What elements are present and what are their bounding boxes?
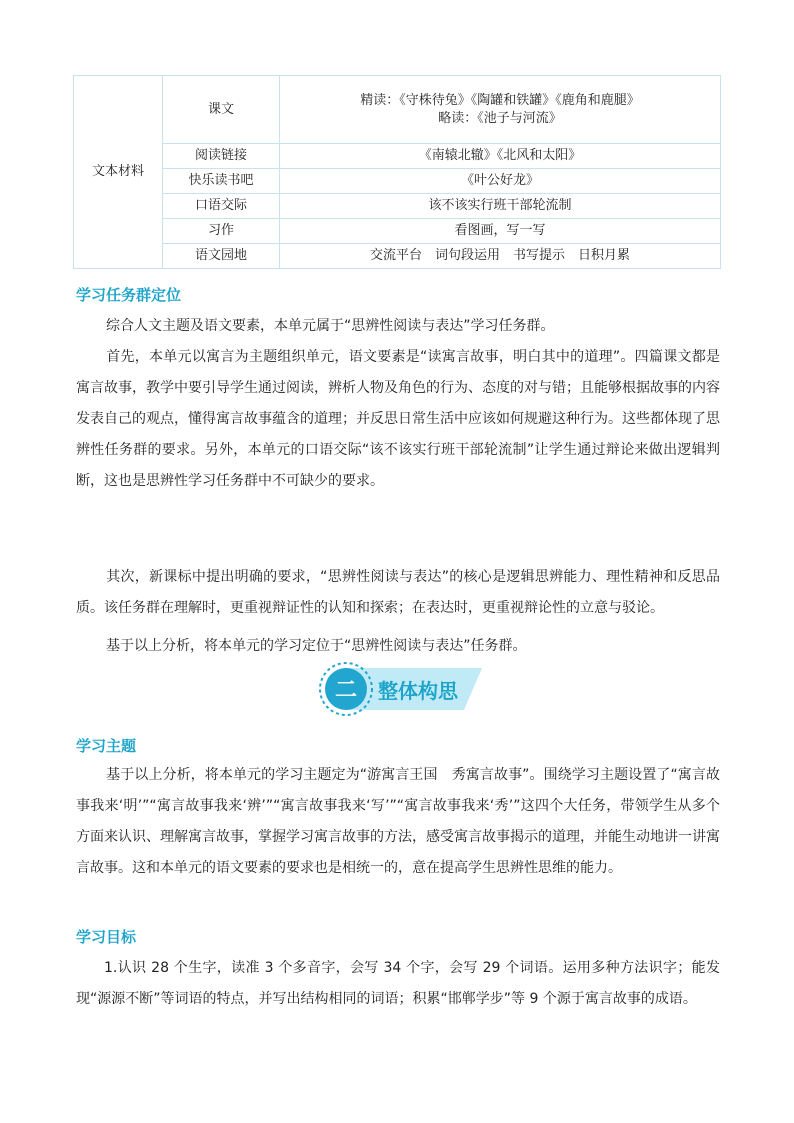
section-banner	[312, 660, 492, 724]
table-row-label: 习作	[163, 219, 280, 244]
table-row-label: 阅读链接	[163, 144, 280, 169]
table-row-content: 《叶公好龙》	[280, 169, 721, 194]
section-heading-task-group: 学习任务群定位	[76, 286, 182, 304]
table-row-content: 看图画，写一写	[280, 219, 721, 244]
paragraph: 1.认识 28 个生字，读准 3 个多音字，会写 34 个字，会写 29 个词语。运用多种方法识字；能发现“源源不断”等词语的特点，并写出结构相同的词语；积累“邯郸学步”等 9 个源于寓言故事的成语。	[76, 960, 720, 1007]
table-row-label: 快乐读书吧	[163, 169, 280, 194]
table-row-label: 语文园地	[163, 244, 280, 269]
table-row-content: 该不该实行班干部轮流制	[280, 194, 721, 219]
table-row-content: 交流平台 词句段运用 书写提示 日积月累	[280, 244, 721, 269]
paragraph: 首先，本单元以寓言为主题组织单元，语文要素是“读寓言故事，明白其中的道理”。四篇课文都是寓言故事，教学中要引导学生通过阅读，辨析人物及角色的行为、态度的对与错；且能够根据故事的内容发表自己的观点，懂得寓言故事蕴含的道理；并反思日常生活中应该如何规避这种行为。这些都体现了思辨性任务群的要求。另外，本单元的口语交际“该不该实行班干部轮流制”让学生通过辩论来做出逻辑判断，这也是思辨性学习任务群中不可缺少的要求。	[76, 349, 720, 489]
banner-number: 二	[334, 678, 358, 703]
table-row-label: 口语交际	[163, 194, 280, 219]
content-line: 精读：《守株待兔》《陶罐和铁罐》《鹿角和鹿腿》	[360, 92, 640, 108]
text-materials-table	[73, 75, 721, 269]
table-row-content	[280, 76, 721, 144]
section-heading-goals: 学习目标	[76, 928, 137, 946]
paragraph: 基于以上分析，将本单元的学习定位于“思辨性阅读与表达”任务群。	[106, 638, 527, 654]
paragraph: 基于以上分析，将本单元的学习主题定为“游寓言王国 秀寓言故事”。围绕学习主题设置了“寓言故事我来‘明’”“寓言故事我来‘辨’”“寓言故事我来‘写’”“寓言故事我来‘秀’”这四个大任务，带领学生从多个方面来认识、理解寓言故事，掌握学习寓言故事的方法，感受寓言故事揭示的道理，并能生动地讲一讲寓言故事。这和本单元的语文要素的要求也是相统一的，意在提高学生思辨性思维的能力。	[76, 767, 720, 876]
content-line: 略读：《池子与河流》	[438, 110, 562, 126]
table-row-label: 课文	[163, 76, 280, 144]
table-row-content: 《南辕北辙》《北风和太阳》	[280, 144, 721, 169]
banner-title: 整体构思	[378, 679, 458, 703]
paragraph: 综合人文主题及语文要素，本单元属于“思辨性阅读与表达”学习任务群。	[106, 318, 555, 334]
table-left-header: 文本材料	[74, 76, 163, 269]
section-heading-theme: 学习主题	[76, 737, 137, 755]
paragraph: 其次，新课标中提出明确的要求，“思辨性阅读与表达”的核心是逻辑思辨能力、理性精神和反思品质。该任务群在理解时，更重视辩证性的认知和探索；在表达时，更重视辩论性的立意与驳论。	[76, 569, 720, 616]
